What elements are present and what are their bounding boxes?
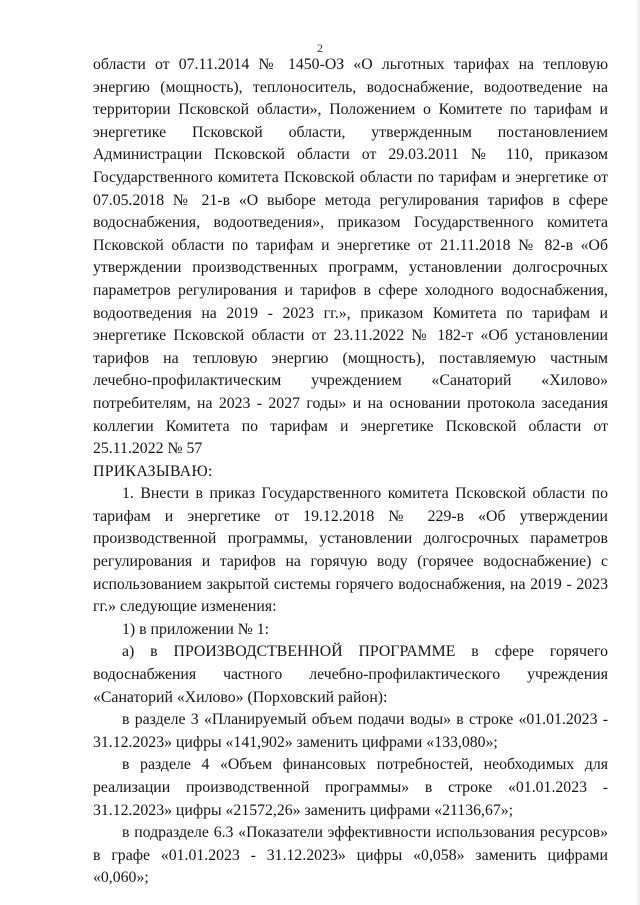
page-number: 2	[317, 41, 323, 55]
section-4-change-paragraph: в разделе 4 «Объем финансовых потребностей, необходимых для реализации производственной программы» в строке «01.01.2023 - 31.12.2023» цифры «21572,26» заменить цифрами «21136,67»;	[93, 756, 608, 819]
legal-basis-paragraph: области от 07.11.2014 № 1450-ОЗ «О льготных тарифах на тепловую энергию (мощность), теплоноситель, водоснабжение, водоотведение на территории Псковской области», Положением о Комитете по тарифам и энергетике Псковской области, утвержденным постановлением Администрации Псковской области от 29.03.2011 № 110, приказом Государственного комитета Псковской области по тарифам и энергетике от 07.05.2018 № 21-в «О выборе метода регулирования тарифов в сфере водоснабжения, водоотведения», приказом Государственного комитета Псковской области по тарифам и энергетике от 21.11.2018 № 82-в «Об утверждении производственных программ, установлении долгосрочных параметров регулирования и тарифов в сфере холодного водоснабжения, водоотведения на 2019 - 2023 гг.», приказом Комитета по тарифам и энергетике Псковской области от 23.11.2022 № 182-т «Об установлении тарифов на тепловую энергию (мощность), поставляемую частным лечебно-профилактическим учреждением «Санаторий «Хилово» потребителям, на 2023 - 2027 годы» и на основании протокола заседания коллегии Комитета по тарифам и энергетике Псковской области от 25.11.2022 № 57	[93, 56, 608, 458]
order-heading: ПРИКАЗЫВАЮ:	[93, 462, 213, 480]
section-3-change-paragraph: в разделе 3 «Планируемый объем подачи воды» в строке «01.01.2023 - 31.12.2023» цифры «141,902» заменить цифрами «133,080»;	[93, 711, 608, 751]
item-1-paragraph: 1. Внести в приказ Государственного комитета Псковской области по тарифам и энергетике от 19.12.2018 № 229-в «Об утверждении производственной программы, установлении долгосрочных параметров регулирования и тарифов на горячую воду (горячее водоснабжение) с использованием закрытой системы горячего водоснабжения, на 2019 - 2023 гг.» следующие изменения:	[93, 485, 608, 616]
subitem-1-paragraph: 1) в приложении № 1:	[122, 620, 270, 638]
subitem-a-paragraph: а) в ПРОИЗВОДСТВЕННОЙ ПРОГРАММЕ в сфере горячего водоснабжения частного лечебно-профилактического учреждения «Санаторий «Хилово» (Порховский район):	[93, 643, 608, 706]
scan-edge-shadow	[636, 0, 640, 905]
subsection-6-3-change-paragraph: в подразделе 6.3 «Показатели эффективности использования ресурсов» в графе «01.01.2023 - 31.12.2023» цифры «0,058» заменить цифрами «0,060»;	[93, 824, 608, 887]
